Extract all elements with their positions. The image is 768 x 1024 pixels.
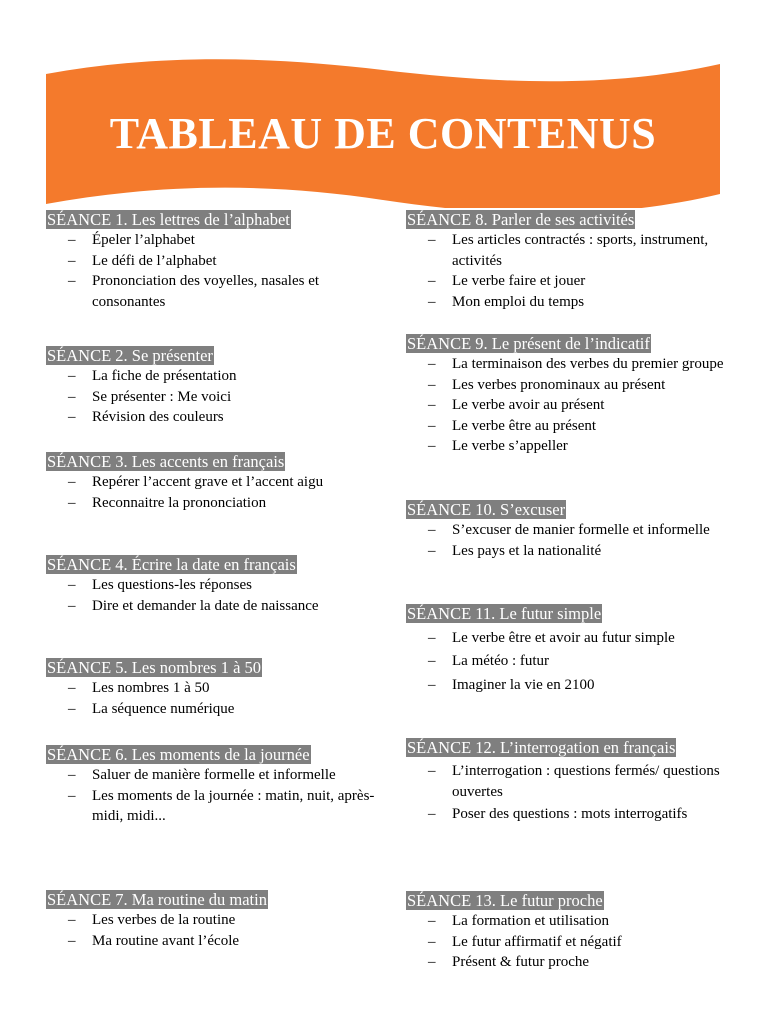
session-8: [406, 209, 726, 333]
list-item: – Repérer l’accent grave et l’accent aigu: [68, 474, 324, 490]
list-item: – Saluer de manière formelle et informelle: [68, 767, 336, 783]
session-3: [46, 451, 376, 554]
list-item: – Les articles contractés : sports, instrument, activités: [428, 232, 709, 269]
list-item: – Épeler l’alphabet: [68, 232, 195, 248]
list-item: – Les verbes pronominaux au présent: [428, 376, 666, 393]
list-item: – Le défi de l’alphabet: [68, 252, 217, 269]
session-7: [46, 889, 376, 951]
list-item: – La terminaison des verbes du premier groupe: [428, 356, 724, 372]
list-item: – Le verbe être au présent: [428, 417, 597, 434]
session-heading: SÉANCE 4. Écrire la date en français: [47, 555, 296, 574]
session-12: [406, 737, 720, 890]
title-banner: [46, 58, 720, 208]
session-11: [406, 603, 726, 737]
list-item: – La séquence numérique: [68, 700, 235, 717]
session-heading: SÉANCE 9. Le présent de l’indicatif: [407, 334, 650, 353]
right-column: [406, 209, 726, 973]
list-item: – S’excuser de manier formelle et informelle: [428, 522, 710, 538]
list-item: – La formation et utilisation: [428, 913, 610, 929]
session-heading: SÉANCE 12. L’interrogation en français: [407, 738, 676, 757]
list-item: – Reconnaitre la prononciation: [68, 494, 267, 511]
session-5: [46, 657, 376, 744]
session-6: [46, 744, 375, 889]
session-10: [406, 499, 726, 603]
session-heading: SÉANCE 13. Le futur proche: [407, 891, 603, 910]
session-heading: SÉANCE 6. Les moments de la journée: [47, 745, 310, 764]
list-item: – Les questions-les réponses: [68, 577, 252, 593]
left-column: [46, 209, 376, 951]
list-item: – Mon emploi du temps: [428, 293, 585, 310]
list-item: – Les pays et la nationalité: [428, 542, 602, 559]
list-item: – Le verbe s’appeller: [428, 438, 568, 454]
session-heading: SÉANCE 3. Les accents en français: [47, 452, 285, 471]
list-item: – La météo : futur: [428, 653, 550, 669]
list-item: – Révision des couleurs: [68, 409, 224, 425]
list-item: – Le verbe faire et jouer: [428, 273, 586, 289]
list-item: – Se présenter : Me voici: [68, 388, 232, 405]
session-heading: SÉANCE 2. Se présenter: [47, 346, 213, 365]
session-9: [406, 333, 726, 499]
session-heading: SÉANCE 11. Le futur simple: [407, 604, 602, 623]
list-item: – Le futur affirmatif et négatif: [428, 933, 622, 950]
list-item: – Les moments de la journée : matin, nuit, après- midi, midi...: [68, 787, 375, 824]
session-1: [46, 209, 376, 345]
session-heading: SÉANCE 7. Ma routine du matin: [47, 890, 267, 909]
list-item: – Présent & futur proche: [428, 954, 590, 970]
list-item: – Les verbes de la routine: [68, 912, 236, 928]
list-item: – Ma routine avant l’école: [68, 932, 240, 949]
page-title: TABLEAU DE CONTENUS: [109, 109, 657, 158]
list-item: – Poser des questions : mots interrogatifs: [428, 806, 688, 822]
session-heading: SÉANCE 1. Les lettres de l’alphabet: [47, 210, 290, 229]
list-item: – Prononciation des voyelles, nasales et consonantes: [68, 273, 320, 310]
list-item: – Le verbe avoir au présent: [428, 397, 605, 413]
list-item: – Le verbe être et avoir au futur simple: [428, 630, 675, 646]
list-item: – Les nombres 1 à 50: [68, 680, 210, 696]
list-item: – Dire et demander la date de naissance: [68, 597, 319, 614]
session-heading: SÉANCE 8. Parler de ses activités: [407, 210, 635, 229]
session-13: [406, 890, 726, 973]
list-item: – L’interrogation : questions fermés/ questions ouvertes: [428, 763, 720, 800]
session-heading: SÉANCE 5. Les nombres 1 à 50: [47, 658, 262, 677]
session-heading: SÉANCE 10. S’excuser: [407, 500, 566, 519]
list-item: – La fiche de présentation: [68, 368, 237, 384]
list-item: – Imaginer la vie en 2100: [428, 676, 595, 693]
session-2: [46, 345, 376, 451]
session-4: [46, 554, 376, 657]
